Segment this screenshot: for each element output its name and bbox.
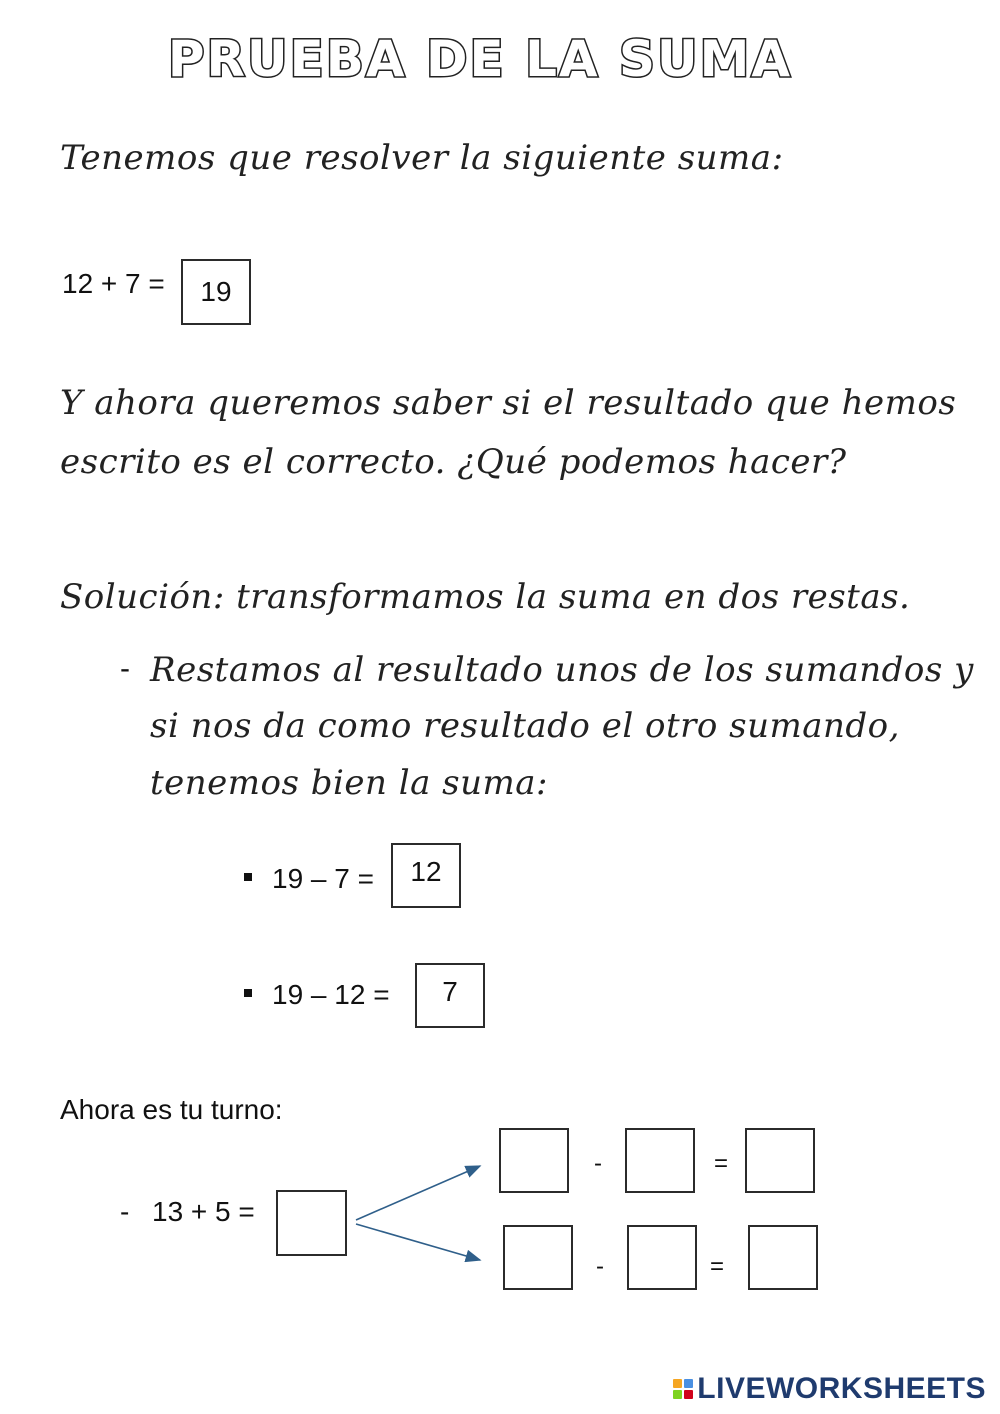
solution-bullet-dash: -	[120, 652, 130, 685]
example-result: 19	[200, 276, 232, 307]
logo-cell-3	[673, 1390, 682, 1399]
upper-equals-sign: =	[714, 1150, 729, 1177]
check-1-expression: 19 – 7 =	[272, 863, 374, 894]
exercise-arrows	[340, 1150, 500, 1270]
check-2-result-box	[415, 963, 485, 1028]
check-1-result: 12	[410, 855, 442, 887]
lower-minus-sign: -	[596, 1253, 604, 1280]
lower-difference-input[interactable]	[748, 1225, 818, 1290]
upper-difference-input[interactable]	[745, 1128, 815, 1193]
lower-equals-sign: =	[710, 1253, 725, 1280]
check-2-expression: 19 – 12 =	[272, 979, 390, 1010]
logo-cell-4	[684, 1390, 693, 1399]
solution-intro: Solución: transformamos la suma en dos restas.	[60, 577, 911, 617]
upper-minus-sign: -	[594, 1150, 602, 1177]
logo-cell-2	[684, 1379, 693, 1388]
lower-arrow	[356, 1224, 480, 1260]
example-expression: 12 + 7 =	[62, 268, 165, 299]
example-result-box	[181, 259, 251, 325]
intro-text: Tenemos que resolver la siguiente suma:	[60, 138, 784, 178]
exercise-expression: 13 + 5 =	[152, 1196, 255, 1227]
lower-subtrahend-input[interactable]	[627, 1225, 697, 1290]
logo-cell-1	[673, 1379, 682, 1388]
exercise-heading: Ahora es tu turno:	[60, 1094, 283, 1125]
upper-minuend-input[interactable]	[499, 1128, 569, 1193]
check-1-bullet	[244, 873, 252, 881]
solution-bullet-line-3: tenemos bien la suma:	[150, 763, 548, 803]
page-title: PRUEBA DE LA SUMA	[167, 30, 793, 88]
check-1-result-box	[391, 843, 461, 908]
exercise-dash: -	[120, 1196, 130, 1227]
check-2-bullet	[244, 989, 252, 997]
check-2-result: 7	[442, 975, 458, 1007]
upper-subtrahend-input[interactable]	[625, 1128, 695, 1193]
solution-bullet-line-1: Restamos al resultado unos de los sumandos y	[150, 650, 974, 690]
exercise-result-input[interactable]	[276, 1190, 347, 1256]
lower-minuend-input[interactable]	[503, 1225, 573, 1290]
upper-arrow	[356, 1166, 480, 1220]
question-line-2: escrito es el correcto. ¿Qué podemos hacer?	[60, 442, 847, 482]
solution-bullet-line-2: si nos da como resultado el otro sumando,	[150, 706, 900, 746]
liveworksheets-logo[interactable]	[673, 1372, 986, 1406]
logo-grid-icon	[673, 1379, 693, 1399]
question-line-1: Y ahora queremos saber si el resultado que hemos	[60, 383, 957, 423]
logo-text: LIVEWORKSHEETS	[697, 1372, 986, 1405]
